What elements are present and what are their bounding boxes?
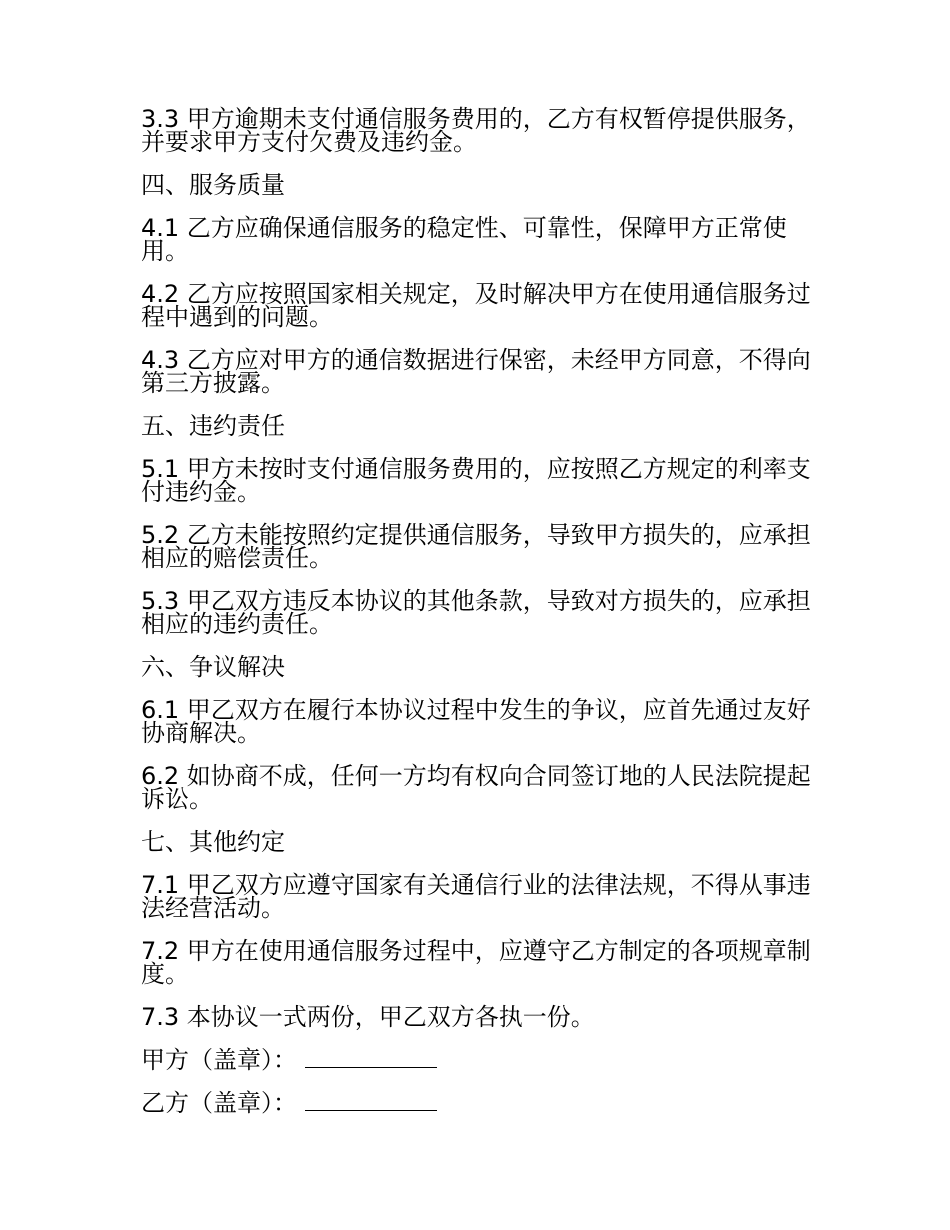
signature-party-b-blank[interactable] — [305, 1092, 437, 1111]
clause-7-2: 7.2 甲方在使用通信服务过程中，应遵守乙方制定的各项规章制度。 — [141, 937, 811, 988]
clause-5-1: 5.1 甲方未按时支付通信服务费用的，应按照乙方规定的利率支付违约金。 — [141, 455, 811, 506]
clause-6-1: 6.1 甲乙双方在履行本协议过程中发生的争议，应首先通过友好协商解决。 — [141, 696, 811, 747]
signature-party-a-blank[interactable] — [305, 1049, 437, 1068]
clause-5-3: 5.3 甲乙双方违反本协议的其他条款，导致对方损失的，应承担相应的违约责任。 — [141, 587, 811, 638]
section-heading-dispute: 六、争议解决 — [141, 653, 285, 681]
signature-party-b-label: 乙方（盖章）： — [141, 1089, 297, 1117]
clause-7-3: 7.3 本协议一式两份，甲乙双方各执一份。 — [141, 1003, 595, 1031]
section-heading-service-quality: 四、服务质量 — [141, 171, 285, 199]
signature-party-a — [141, 1046, 811, 1074]
signature-party-b — [141, 1089, 811, 1117]
section-heading-other: 七、其他约定 — [141, 828, 285, 856]
section-heading-liability: 五、违约责任 — [141, 412, 285, 440]
clause-7-1: 7.1 甲乙双方应遵守国家有关通信行业的法律法规，不得从事违法经营活动。 — [141, 871, 811, 922]
clause-4-3: 4.3 乙方应对甲方的通信数据进行保密，未经甲方同意，不得向第三方披露。 — [141, 346, 811, 397]
clause-3-3: 3.3 甲方逾期未支付通信服务费用的，乙方有权暂停提供服务，并要求甲方支付欠费及违约金。 — [141, 105, 811, 156]
clause-4-1: 4.1 乙方应确保通信服务的稳定性、可靠性，保障甲方正常使用。 — [141, 214, 787, 265]
contract-page — [141, 105, 811, 1135]
clause-5-2: 5.2 乙方未能按照约定提供通信服务，导致甲方损失的，应承担相应的赔偿责任。 — [141, 521, 811, 572]
clause-6-2: 6.2 如协商不成，任何一方均有权向合同签订地的人民法院提起诉讼。 — [141, 762, 811, 813]
signature-party-a-label: 甲方（盖章）： — [141, 1046, 297, 1074]
clause-4-2: 4.2 乙方应按照国家相关规定，及时解决甲方在使用通信服务过程中遇到的问题。 — [141, 280, 811, 331]
